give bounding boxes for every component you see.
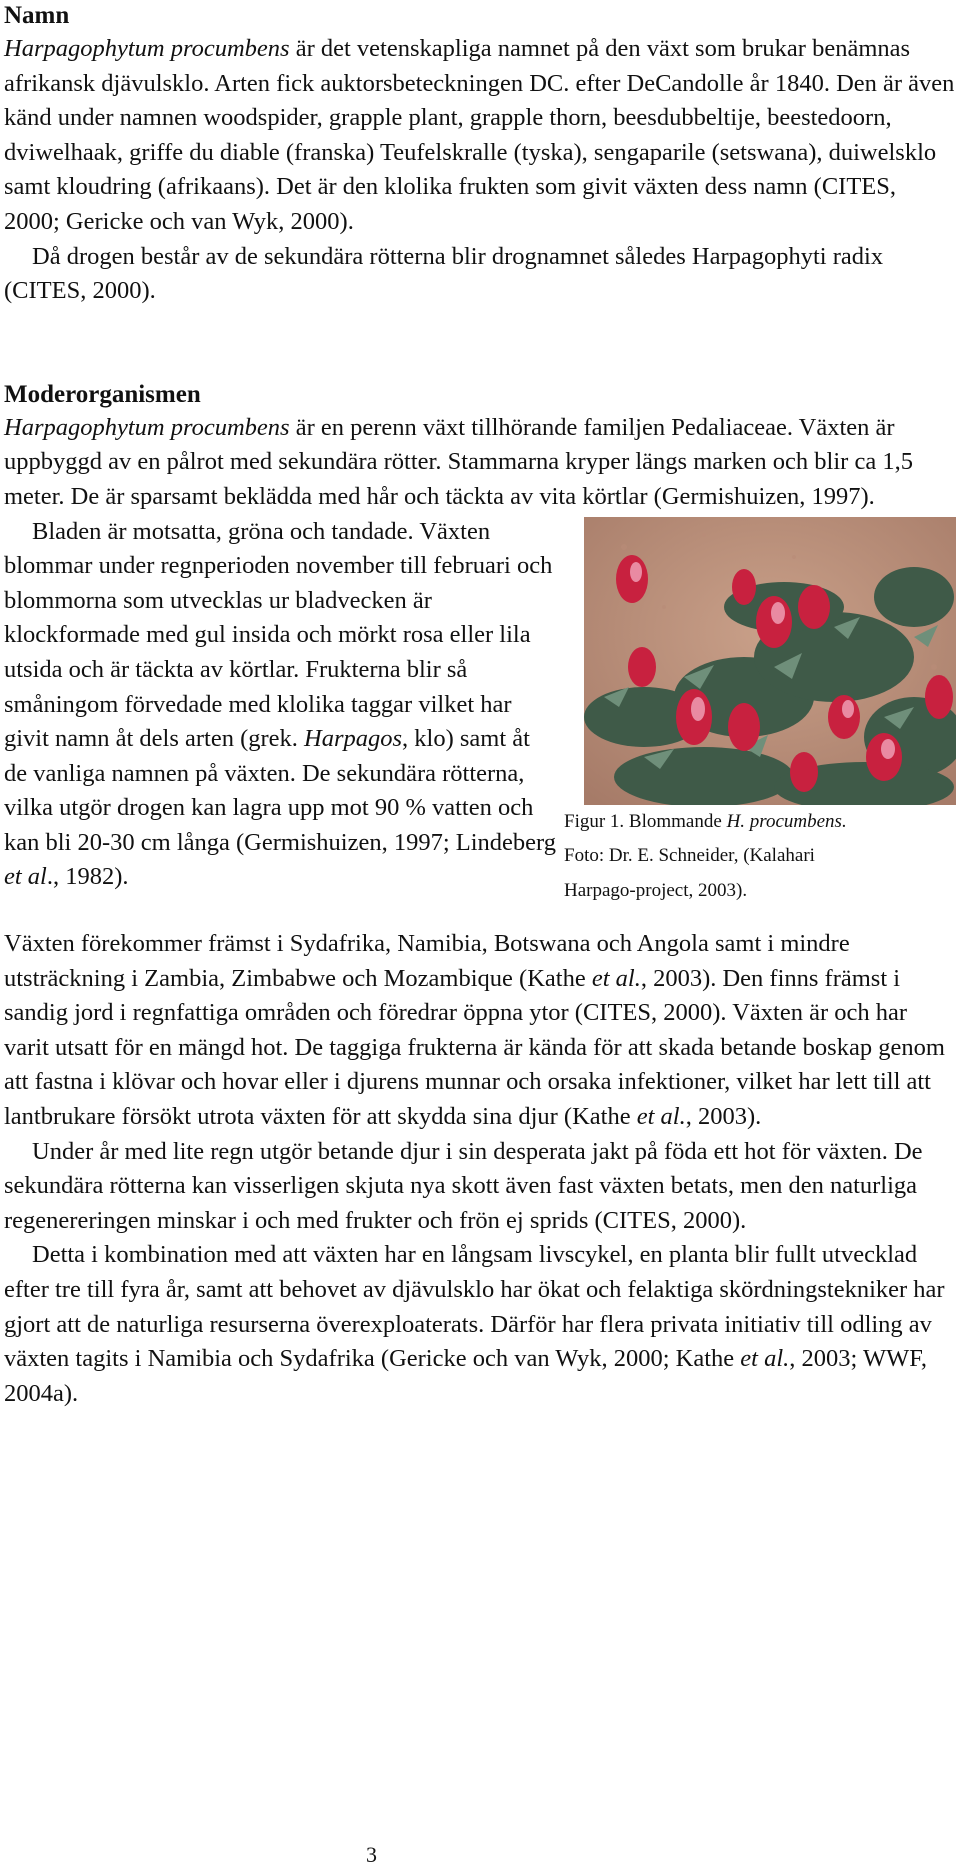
namn-paragraph-1-text: är det vetenskapliga namnet på den växt som brukar benämnas afrikansk djävulsklo. Arten fick auktorsbeteckningen DC. efter DeCandolle år 1840. Den är även känd under namnen woodspider, grapple plant, grapple thorn, beesdubbeltije, beestedoorn, dviwelhaak, griffe du diable (franska) Teufelskralle (tyska), sengaparile (setswana), duiwelsklo samt kloudring (afrikaans). Det är den klolika frukten som givit växten dess namn (CITES, 2000; Gericke och van Wyk, 2000). — [4, 35, 955, 235]
utbredning-paragraph-3-text-a: Detta i kombination med att växten har en långsam livscykel, en planta blir fullt utvecklad efter tre till fyra år, samt att behovet av djävulsklo har ökat och felaktiga skördningstekniker har gjort att de naturliga resurserna överexploaterats. Därför har flera privata initiativ till odling av växten tagits i Namibia och Sydafrika (Gericke och van Wyk, 2000; Kathe — [4, 1241, 945, 1373]
namn-paragraph-2: Då drogen består av de sekundära rötterna blir drognamnet således Harpagophyti radix (CITES, 2000). — [4, 242, 884, 305]
species-name: Harpagophytum procumbens — [4, 35, 290, 62]
et-al: et al. — [636, 1103, 686, 1131]
document-page — [4, 0, 956, 1411]
figure-caption-text: Figur 1. Blommande — [564, 810, 727, 832]
utbredning-paragraph-1-text-a: Växten förekommer främst i Sydafrika, Namibia, Botswana och Angola samt i mindre utsträckning i Zambia, Zimbabwe och Mozambique (Kathe — [4, 930, 850, 992]
utbredning-paragraph-3 — [4, 1238, 956, 1411]
species-name: Harpagophytum procumbens — [4, 413, 290, 441]
moder-paragraph-2-text-b: , klo) samt åt de vanliga namnen på växten. De sekundära rötterna, vilka utgör drogen kan lagra upp mot 90 % vatten och kan bli 20-30 cm långa (Germishuizen, 1997; Lindeberg — [4, 725, 557, 856]
et-al: et al. — [591, 964, 641, 992]
genus-word-harpagos: Harpagos — [304, 725, 403, 753]
utbredning-paragraph-1-text-c: , 2003). — [685, 1103, 762, 1131]
moder-paragraph-2-text-a: Bladen är motsatta, gröna och tandade. Växten blommar under regnperioden november till februari och blommorna som utvecklas ur bladvecken är klockformade med gul insida och mörkt rosa eller lila utsida och är täckta av körtlar. Frukterna blir så småningom förvedade med klolika taggar vilket har givit namn åt dels arten (grek. — [4, 517, 553, 753]
heading-namn: Namn — [4, 2, 70, 29]
utbredning-paragraph-1-text-b: , 2003). Den finns främst i sandig jord i regnfattiga områden och föredrar öppna ytor (CITES, 2000). Växten är och har varit utsatt för en mängd hot. De taggiga frukterna är kända för att skada betande boskap genom att fastna i klövar och hovar eller i djurens munnar och orsaka infektioner, vilket har lett till att lantbrukare försökt utrota växten för att skydda sina djur (Kathe — [4, 964, 945, 1131]
et-al: et al. — [740, 1345, 790, 1373]
moder-paragraph-1-text: är en perenn växt tillhörande familjen Pedaliaceae. Växten är uppbyggd av en pålrot med sekundära rötter. Stammarna kryper längs marken och blir ca 1,5 meter. De är sparsamt beklädda med hår och täckta av vita körtlar (Germishuizen, 1997). — [4, 413, 913, 510]
page-number: 3 — [366, 1842, 377, 1867]
figure-caption — [564, 805, 956, 840]
flower-photo — [584, 517, 956, 805]
utbredning-paragraph-3-text-b: , 2003; WWF, 2004a). — [4, 1345, 928, 1407]
figure-caption-species: H. procumbens. — [726, 810, 847, 832]
namn-paragraph-1 — [4, 32, 956, 240]
figure-1 — [564, 515, 956, 909]
et-al: et al — [4, 863, 47, 891]
utbredning-paragraph-2: Under år med lite regn utgör betande djur i sin desperata jakt på föda ett hot för växten. De sekundära rötterna kan visserligen skjuta nya skott även fast växten betats, men den naturliga regenereringen minskar i och med frukter och frön ej sprids (CITES, 2000). — [4, 1137, 923, 1234]
figure-credit-1: Foto: Dr. E. Schneider, (Kalahari — [564, 845, 815, 867]
utbredning-paragraph-1 — [4, 927, 956, 1135]
figure-credit-2: Harpago-project, 2003). — [564, 879, 748, 901]
moder-paragraph-1 — [4, 411, 956, 515]
heading-moderorganismen: Moderorganismen — [4, 380, 201, 408]
moder-paragraph-2-text-c: ., 1982). — [46, 863, 129, 891]
